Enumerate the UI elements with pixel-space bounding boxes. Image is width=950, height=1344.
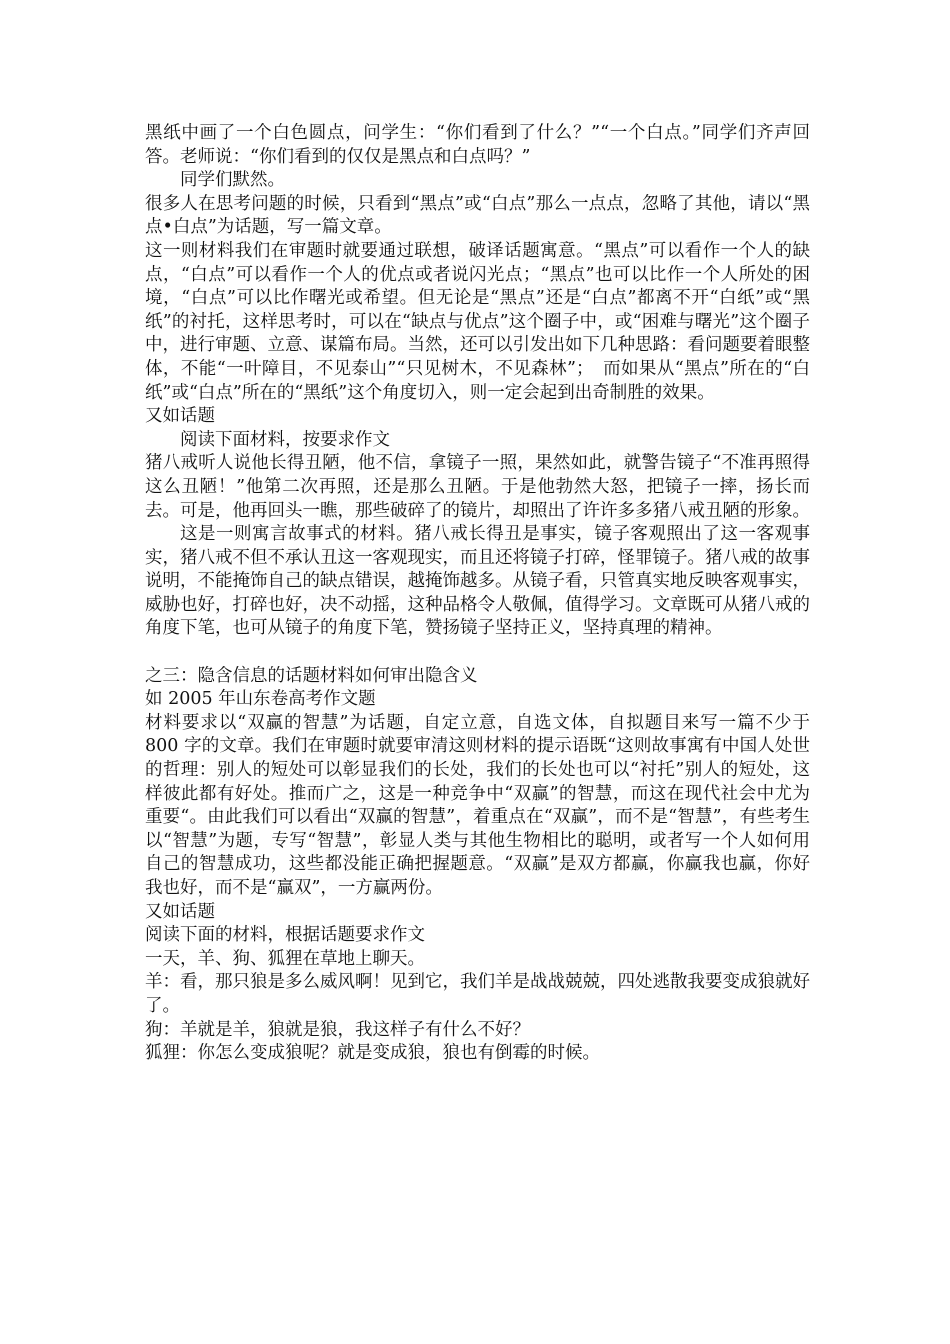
paragraph-analysis-black-white: 这一则材料我们在审题时就要通过联想，破译话题寓意。“黑点”可以看作一个人的缺点，“白点”可以看作一个人的优点或者说闪光点；“黑点”也可以比作一个人所处的困境，“白点”可以比作曙光或希望。但无论是“黑点”还是“白点”都离不开“白纸”或“黑纸”的衬托，这样思考时，可以在“缺点与优点”这个圈子中，或“困难与曙光”这个圈子中，进行审题、立意、谋篇布局。当然，还可以引发出如下几种思路：看问题要着眼整体，不能“一叶障目，不见泰山”“只见树木，不见森林”； 而如果从“黑点”所在的“白纸”或“白点”所在的“黑纸”这个角度切入，则一定会起到出奇制胜的效果。 [145,240,810,403]
paragraph-students-silent: 同学们默然。 [180,170,285,191]
paragraph-another-topic-2: 又如话题 [145,901,215,922]
paragraph-sheep-line: 羊：看，那只狼是多么威风啊！见到它，我们羊是战战兢兢，四处逃散我要变成狼就好了。 [145,972,810,1016]
paragraph-read-material: 阅读下面材料，按要求作文 [180,429,390,450]
document-page [145,122,810,1066]
paragraph-double-win-analysis: 材料要求以“双赢的智慧”为话题，自定立意，自选文体，自拟题目来写一篇不少于 800 字的文章。我们在审题时就要审清这则材料的提示语既“这则故事寓有中国人处世的哲理：别人的短处可以彰显我们的长处，我们的长处也可以“衬托”别人的短处，这样彼此都有好处。推而广之，这是一种竞争中“双赢”的智慧，而这在现代社会中尤为重要“。由此我们可以看出“双赢的智慧”，着重点在“双赢”，而不是“智慧”，有些考生以“智慧”为题，专写“智慧”，彰显人类与其他生物相比的聪明，或者写一个人如何用自己的智慧成功，这些都没能正确把握题意。“双赢”是双方都赢，你赢我也赢，你好我也好，而不是“赢双”，一方赢两份。 [145,712,810,898]
paragraph-sheep-dog-fox: 一天，羊、狗、狐狸在草地上聊天。 [145,948,425,969]
paragraph-black-paper-intro: 黑纸中画了一个白色圆点，问学生：“你们看到了什么？”“一个白点。”同学们齐声回答。老师说：“你们看到的仅仅是黑点和白点吗？” [145,123,810,167]
paragraph-fox-line: 狐狸：你怎么变成狼呢？就是变成狼，狼也有倒霉的时候。 [145,1043,600,1064]
paragraph-another-topic: 又如话题 [145,406,215,427]
paragraph-topic-prompt: 很多人在思考问题的时候，只看到“黑点”或“白点”那么一点点，忽略了其他，请以“黑点•白点”为话题，写一篇文章。 [145,193,810,238]
paragraph-zhubajie-story: 猪八戒听人说他长得丑陋，他不信，拿镜子一照，果然如此，就警告镜子“不准再照得这么丑陋！”他第二次再照，还是那么丑陋。于是他勃然大怒，把镜子一摔，扬长而去。可是，他再回头一瞧，那些破碎了的镜片，却照出了许许多多猪八戒丑陋的形象。 [145,453,810,521]
paragraph-zhubajie-analysis: 这是一则寓言故事式的材料。猪八戒长得丑是事实，镜子客观照出了这一客观事实，猪八戒不但不承认丑这一客观现实，而且还将镜子打碎，怪罪镜子。猪八戒的故事说明，不能掩饰自己的缺点错误，越掩饰越多。从镜子看，只管真实地反映客观事实，威胁也好，打碎也好，决不动摇，这种品格令人敬佩，值得学习。文章既可从猪八戒的角度下笔，也可从镜子的角度下笔，赞扬镜子坚持正义，坚持真理的精神。 [145,524,810,639]
paragraph-shandong-2005: 如 2005 年山东卷高考作文题 [145,689,376,710]
spacer [145,641,810,665]
paragraph-dog-line: 狗：羊就是羊，狼就是狼，我这样子有什么不好？ [145,1019,530,1040]
paragraph-read-material-2: 阅读下面的材料，根据话题要求作文 [145,925,425,946]
section-heading-hidden-meaning: 之三：隐含信息的话题材料如何审出隐含义 [145,665,478,686]
